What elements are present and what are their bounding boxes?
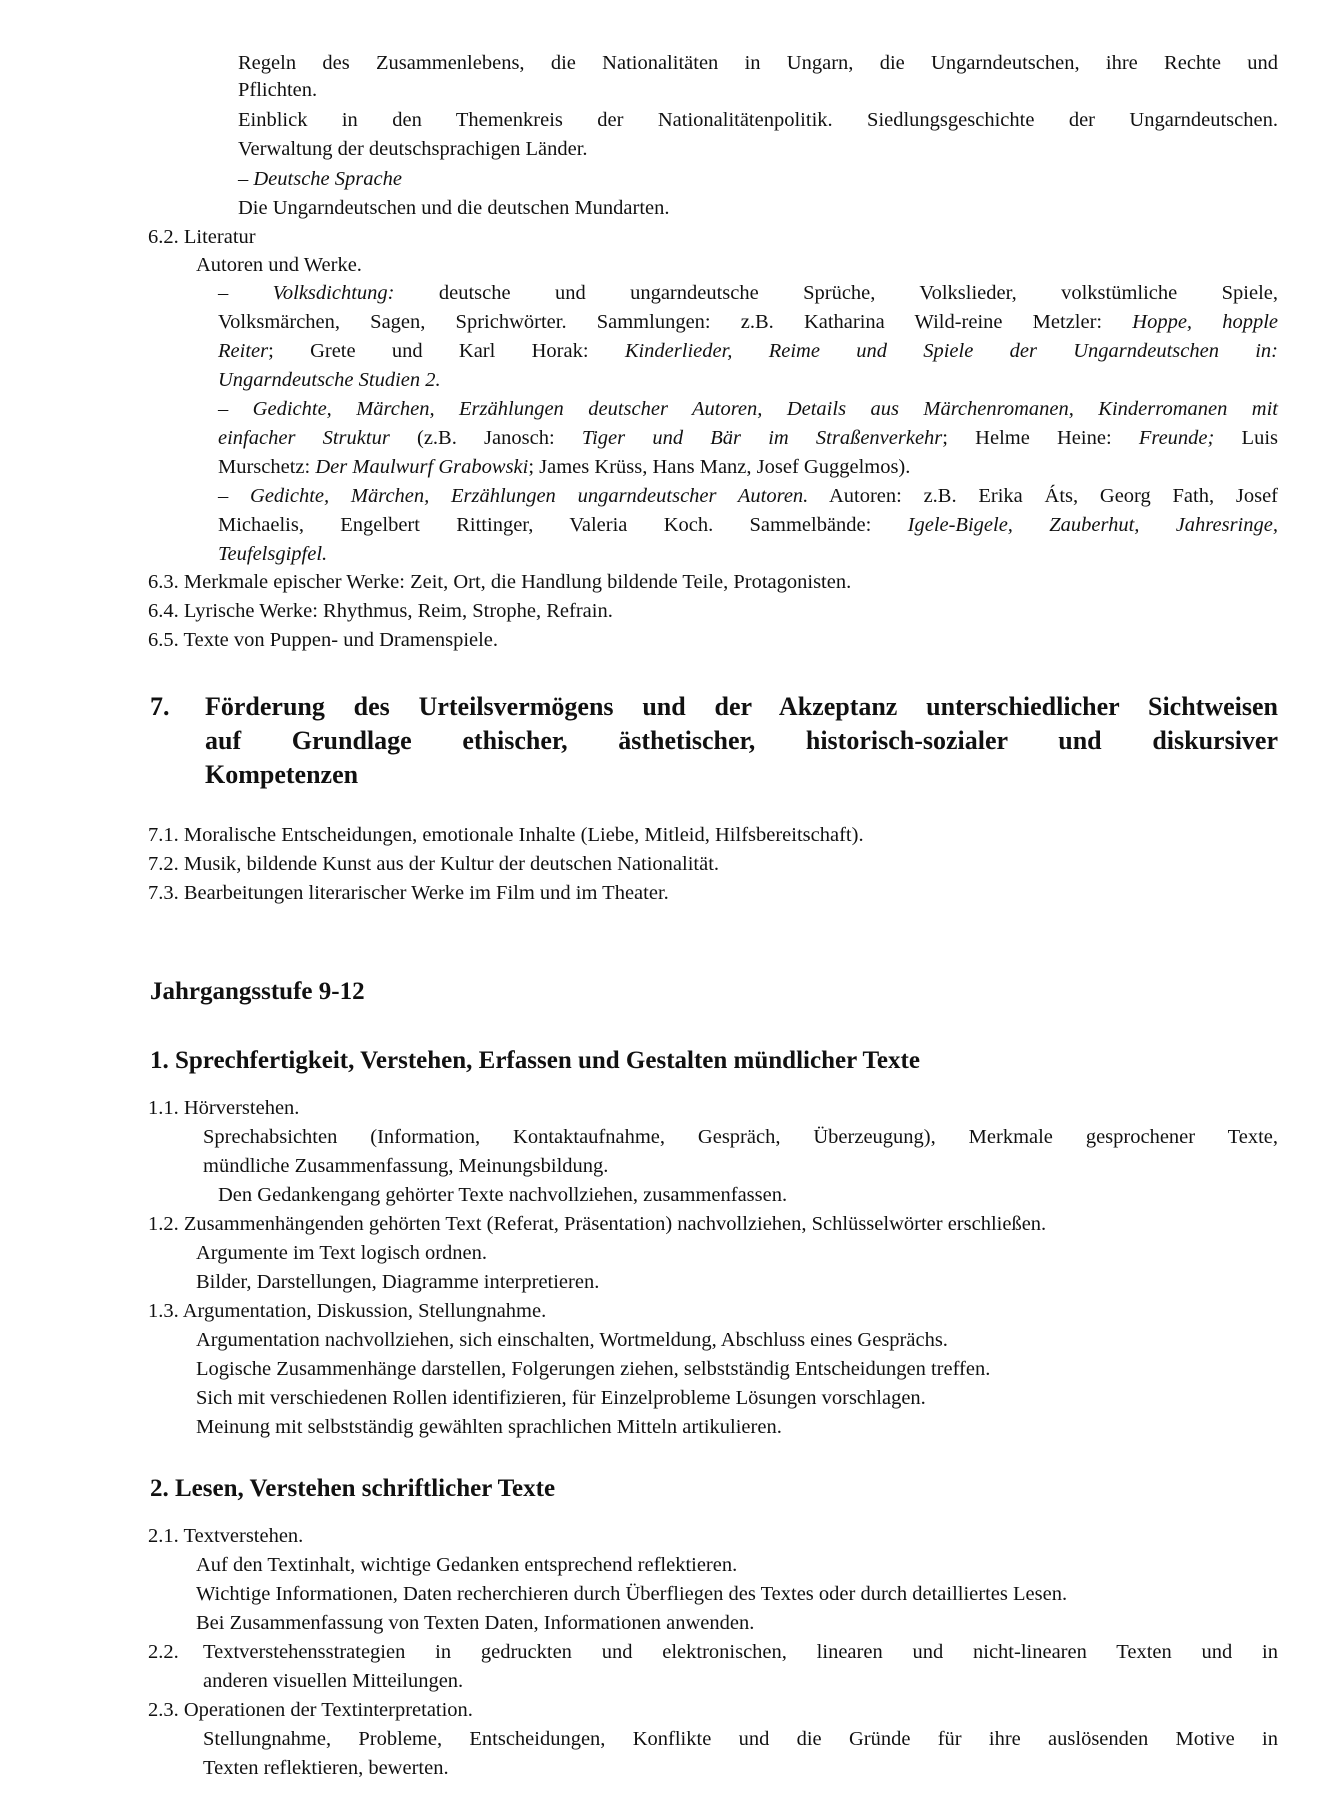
text-line: Stellungnahme, Probleme, Entscheidungen, Konflikte und die Gründe für ihre auslösenden Motive in xyxy=(203,1728,1278,1750)
text-line: 7.3. Bearbeitungen literarischer Werke im Film und im Theater. xyxy=(148,882,669,904)
text-line: Ungarndeutsche Studien 2. xyxy=(218,369,441,391)
text-line: – Volksdichtung: deutsche und ungarndeutsche Sprüche, Volkslieder, volkstümliche Spiele, xyxy=(218,282,1278,304)
text-line: 2.2. xyxy=(148,1641,179,1663)
text-line: Teufelsgipfel. xyxy=(218,543,328,565)
text-line: Reiter; Grete und Karl Horak: Kinderlieder, Reime und Spiele der Ungarndeutschen in: xyxy=(218,340,1278,362)
text-line: Autoren und Werke. xyxy=(196,254,362,276)
text-line: 6.5. Texte von Puppen- und Dramenspiele. xyxy=(148,629,499,651)
text-line: mündliche Zusammenfassung, Meinungsbildung. xyxy=(203,1155,609,1177)
text-line: Argumente im Text logisch ordnen. xyxy=(196,1242,488,1264)
text-line: Volksmärchen, Sagen, Sprichwörter. Sammlungen: z.B. Katharina Wild-reine Metzler: Hoppe, hopple xyxy=(218,311,1278,333)
text-line: 1.2. Zusammenhängenden gehörten Text (Referat, Präsentation) nachvollziehen, Schlüsselwörter erschließen. xyxy=(148,1213,1047,1235)
text-line: Logische Zusammenhänge darstellen, Folgerungen ziehen, selbstständig Entscheidungen treffen. xyxy=(196,1358,991,1380)
text-line: 7.1. Moralische Entscheidungen, emotionale Inhalte (Liebe, Mitleid, Hilfsbereitschaft). xyxy=(148,824,864,846)
section-heading-6-2: 6.2. Literatur xyxy=(148,226,256,248)
heading-7-number: 7. xyxy=(150,692,170,721)
text-line: – Gedichte, Märchen, Erzählungen ungarndeutscher Autoren. Autoren: z.B. Erika Áts, Georg Fath, Josef xyxy=(218,485,1278,507)
text-line: Die Ungarndeutschen und die deutschen Mundarten. xyxy=(238,197,670,219)
text-line: Meinung mit selbstständig gewählten sprachlichen Mitteln artikulieren. xyxy=(196,1416,782,1438)
text-line: – Gedichte, Märchen, Erzählungen deutscher Autoren, Details aus Märchenromanen, Kinderromanen mit xyxy=(218,398,1278,420)
heading-7-line: auf Grundlage ethischer, ästhetischer, historisch-sozialer und diskursiver xyxy=(205,726,1278,755)
section-heading-2: 2. Lesen, Verstehen schriftlicher Texte xyxy=(150,1475,556,1502)
text-line: Bilder, Darstellungen, Diagramme interpretieren. xyxy=(196,1271,600,1293)
text-line: Wichtige Informationen, Daten recherchieren durch Überfliegen des Textes oder durch detailliertes Lesen. xyxy=(196,1583,1068,1605)
text-line: einfacher Struktur (z.B. Janosch: Tiger und Bär im Straßenverkehr; Helme Heine: Freunde; Luis xyxy=(218,427,1278,449)
heading-7-line: Förderung des Urteilsvermögens und der Akzeptanz unterschiedlicher Sichtweisen xyxy=(205,692,1278,721)
text-line: 2.3. Operationen der Textinterpretation. xyxy=(148,1699,473,1721)
text-line: 6.3. Merkmale epischer Werke: Zeit, Ort, die Handlung bildende Teile, Protagonisten. xyxy=(148,571,852,593)
text-line: Michaelis, Engelbert Rittinger, Valeria Koch. Sammelbände: Igele-Bigele, Zauberhut, Jahresringe, xyxy=(218,514,1278,536)
heading-7-line: Kompetenzen xyxy=(205,760,359,789)
text-line: – Deutsche Sprache xyxy=(238,168,402,190)
text-line: Pflichten. xyxy=(238,79,318,101)
text-line: Sprechabsichten (Information, Kontaktaufnahme, Gespräch, Überzeugung), Merkmale gesprochener Texte, xyxy=(203,1126,1278,1148)
text-line: Den Gedankengang gehörter Texte nachvollziehen, zusammenfassen. xyxy=(218,1184,788,1206)
text-line: 1.1. Hörverstehen. xyxy=(148,1097,300,1119)
text-line: Textverstehensstrategien in gedruckten und elektronischen, linearen und nicht-linearen Texten und in xyxy=(203,1641,1278,1663)
section-heading-1: 1. Sprechfertigkeit, Verstehen, Erfassen und Gestalten mündlicher Texte xyxy=(150,1047,920,1074)
text-line: anderen visuellen Mitteilungen. xyxy=(203,1670,464,1692)
text-line: Argumentation nachvollziehen, sich einschalten, Wortmeldung, Abschluss eines Gesprächs. xyxy=(196,1329,948,1351)
text-line: Bei Zusammenfassung von Texten Daten, Informationen anwenden. xyxy=(196,1612,755,1634)
text-line: Sich mit verschiedenen Rollen identifizieren, für Einzelprobleme Lösungen vorschlagen. xyxy=(196,1387,926,1409)
text-line: Auf den Textinhalt, wichtige Gedanken entsprechend reflektieren. xyxy=(196,1554,738,1576)
text-line: Murschetz: Der Maulwurf Grabowski; James Krüss, Hans Manz, Josef Guggelmos). xyxy=(218,456,911,478)
text-line: Texten reflektieren, bewerten. xyxy=(203,1757,449,1779)
text-line: 1.3. Argumentation, Diskussion, Stellungnahme. xyxy=(148,1300,547,1322)
text-line: Verwaltung der deutschsprachigen Länder. xyxy=(238,138,588,160)
text-line: Regeln des Zusammenlebens, die Nationalitäten in Ungarn, die Ungarndeutschen, ihre Rechte und xyxy=(238,52,1278,74)
text-line: Einblick in den Themenkreis der Nationalitätenpolitik. Siedlungsgeschichte der Ungarndeutschen. xyxy=(238,109,1278,131)
page-title: Jahrgangsstufe 9-12 xyxy=(150,978,365,1005)
text-line: 2.1. Textverstehen. xyxy=(148,1525,304,1547)
text-line: 7.2. Musik, bildende Kunst aus der Kultur der deutschen Nationalität. xyxy=(148,853,720,875)
text-line: 6.4. Lyrische Werke: Rhythmus, Reim, Strophe, Refrain. xyxy=(148,600,613,622)
